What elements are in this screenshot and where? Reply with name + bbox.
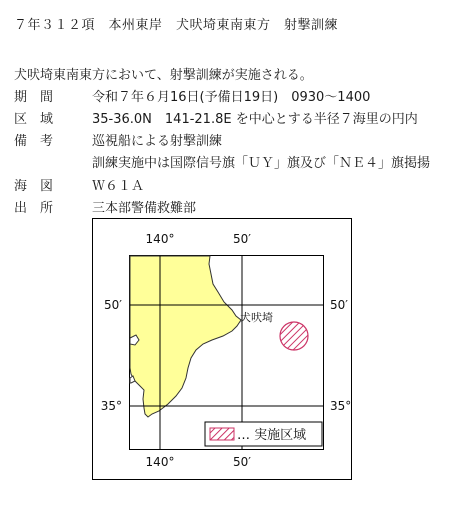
detail-value: 35-36.0N 141-21.8E を中心とする半径７海里の円内	[92, 112, 418, 127]
detail-value: 令和７年６月16日(予備日19日) 0930～1400	[92, 90, 371, 105]
detail-value: 巡視船による射撃訓練	[92, 134, 223, 149]
detail-value: 訓練実施中は国際信号旗「ＵＹ」旗及び「ＮＥ４」旗掲揚	[92, 156, 431, 171]
map-svg	[92, 218, 352, 480]
map-label-left-50: 50′	[104, 298, 122, 312]
exercise-area-circle	[280, 322, 308, 350]
legend-swatch	[210, 428, 234, 440]
map-label-left-35: 35°	[100, 399, 122, 413]
map-label-right-35: 35°	[330, 399, 352, 413]
intro-text: 犬吠埼東南東方において、射撃訓練が実施される。	[14, 68, 313, 83]
place-label-inubozaki: 犬吠埼	[240, 311, 273, 324]
detail-value: Ｗ６１Ａ	[92, 179, 145, 194]
map-label-bottom-50: 50′	[233, 455, 251, 469]
map-label-top-140: 140°	[145, 232, 175, 246]
detail-label: 区 域	[14, 112, 54, 127]
detail-label: 備 考	[14, 134, 54, 149]
page-title: ７年３１２項 本州東岸 犬吠埼東南東方 射撃訓練	[14, 18, 339, 33]
legend-label: … 実施区域	[237, 428, 307, 443]
map-label-bottom-140: 140°	[145, 455, 175, 469]
detail-value: 三本部警備救難部	[92, 201, 197, 216]
map-label-right-50: 50′	[330, 298, 348, 312]
detail-label: 期 間	[14, 90, 54, 105]
area-map	[92, 218, 352, 480]
detail-label: 海 図	[14, 179, 54, 194]
detail-label: 出 所	[14, 201, 54, 216]
map-label-top-50: 50′	[233, 232, 251, 246]
